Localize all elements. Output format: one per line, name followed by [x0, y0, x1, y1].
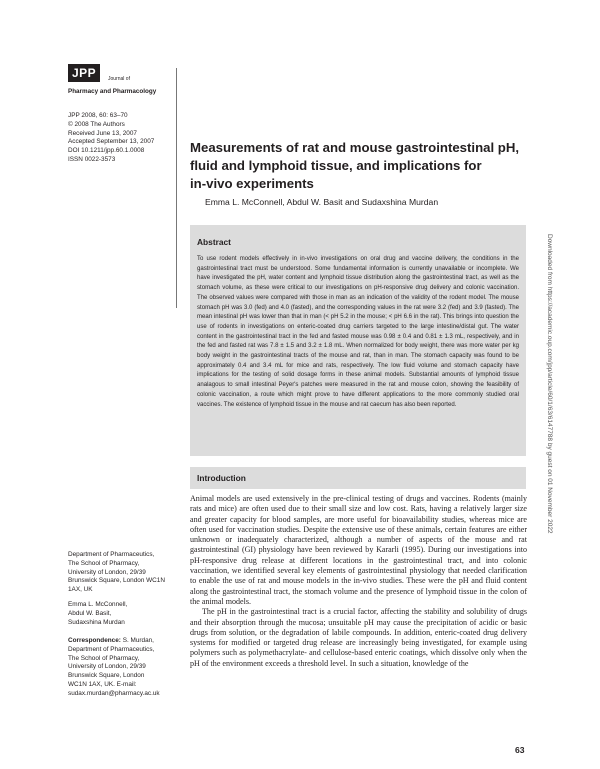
introduction-body [190, 494, 527, 669]
author-line: Emma L. McConnell, [68, 601, 128, 608]
introduction-heading: Introduction [197, 473, 246, 483]
title-line: in-vivo experiments [190, 176, 314, 191]
article-meta [68, 112, 154, 165]
download-note-text[interactable]: Downloaded from https://academic.oup.com/jpp/article/60/1/63/6147788 by guest on 01 November 2022 [546, 234, 553, 534]
journal-logo-line1: Journal of [108, 76, 130, 82]
introduction-section-header [190, 467, 526, 489]
author-list [68, 601, 127, 627]
abstract-text: To use rodent models effectively in in-vivo investigations on oral drug and vaccine delivery, the conditions in the gastrointestinal tract must be understood. Some fundamental information is currently unavailable or incomplete. We have investigated the pH, water content and lymphoid tissue distribution along the gastrointestinal tract, as well as the stomach volume, as these were critical to our investigations on pH-responsive drug delivery and colonic vaccination. The observed values were compared with those in man as an indication of the validity of the rodent model. The mouse stomach pH was 3.0 (fed) and 4.0 (fasted), and the corresponding values in the rat were 3.2 (fed) and 3.9 (fasted). The mean intestinal pH was lower than that in man (< pH 5.2 in the mouse; < pH 6.6 in the rat). This brings into question the use of rodents in investigations on enteric-coated drug carriers targeted to the large intestine/distal gut. The water content in the gastrointestinal tract in the fed and fasted mouse was 0.98 ± 0.4 and 0.81 ± 1.3 mL, respectively, and in the fed and fasted rat was 7.8 ± 1.5 and 3.2 ± 1.8 mL. When normalized for body weight, there was more water per kg body weight in the gastrointestinal tracts of the mouse and rat, than in man. The stomach capacity was found to be approximately 0.4 and 3.4 mL for mice and rats, respectively. The low fluid volume and stomach capacity have implications for the testing of solid dosage forms in these animal models. Substantial amounts of lymphoid tissue analagous to small intestinal Peyer's patches were measured in the rat and mouse colon, showing the feasibility of colonic vaccination, a route which might prove to have different applications to the more commonly studied oral vaccines. The existence of lymphoid tissue in the mouse and rat caecum has also been reported. [197, 256, 519, 408]
correspondence-line: University of London, 29/39 [68, 663, 146, 671]
meta-accepted: Accepted September 13, 2007 [68, 138, 155, 146]
affiliation-line: 1AX, UK [68, 586, 93, 594]
correspondence-line: Brunswick Square, London [68, 672, 145, 680]
affiliation-line: Brunswick Square, London WC1N [68, 577, 165, 585]
title-line: Measurements of rat and mouse gastrointestinal pH, [190, 140, 520, 155]
correspondence-label: Correspondence: [68, 637, 121, 644]
affiliation-line: University of London, 29/39 [68, 568, 146, 576]
abstract-section [190, 225, 526, 456]
title-line: fluid and lymphoid tissue, and implications for [190, 158, 482, 173]
correspondence [68, 637, 160, 699]
meta-received: Received June 13, 2007 [68, 129, 137, 137]
affiliation [68, 551, 165, 595]
article-authors: Emma L. McConnell, Abdul W. Basit and Sudaxshina Murdan [205, 197, 439, 207]
journal-logo-mark: JPP [68, 64, 100, 82]
download-note [543, 234, 553, 564]
paragraph: The pH in the gastrointestinal tract is a crucial factor, affecting the stability and solubility of drugs and their absorption through the mucosa; unsuitable pH may cause the precipitation of acidic or basic drugs from solution, or the degradation of labile compounds. In addition, enteric-coated drug delivery systems for modified or targeted drug release are increasingly being investigated, for example using polymers such as polymethacrylate- and cellulose-based enteric coatings, which dissolve only when the pH of the environment exceeds a threshold level. In such a situation, knowledge of the [190, 607, 527, 668]
article-title [190, 139, 530, 193]
correspondence-line: Department of Pharmaceutics, [68, 645, 155, 653]
page-number: 63 [515, 745, 525, 755]
meta-doi: DOI 10.1211/jpp.60.1.0008 [68, 147, 145, 155]
correspondence-email[interactable]: sudax.murdan@pharmacy.ac.uk [68, 689, 160, 697]
affiliation-line: The School of Pharmacy, [68, 559, 140, 567]
journal-logo [68, 64, 228, 100]
author-line: Abdul W. Basit, [68, 609, 112, 617]
abstract-heading: Abstract [197, 237, 231, 247]
meta-copyright: © 2008 The Authors [68, 120, 125, 128]
correspondence-line: WC1N 1AX, UK. E-mail: [68, 680, 137, 688]
meta-citation: JPP 2008, 60: 63–70 [68, 112, 128, 119]
meta-issn: ISSN 0022-3573 [68, 155, 116, 163]
correspondence-line: S. Murdan, [122, 637, 154, 644]
paragraph: Animal models are used extensively in the pre-clinical testing of drugs and vaccines. Rodents (mainly rats and mice) are often used due to their small size and low cost. Rats, having a relatively larger size and greater capacity for blood samples, are more useful for bioavailability studies, whereas mice are often used for vaccination studies. Despite the extensive use of these animals, certain features are either unknown or inadequately characterized, although a number of aspects of the mouse and rat gastrointestinal (GI) physiology have been reviewed by Kararli (1995). During our investigations into pH-responsive drug release at different locations in the gastrointestinal tract, and into colonic vaccination, we identified several key elements of gastrointestinal physiology that needed clarification to enable the use of rat and mouse models in the in-vivo studies. These were the pH and fluid content along the gastrointestinal tract, the stomach volume and the presence of lymphoid tissue in the colon of the animal models. [190, 494, 527, 606]
author-line: Sudaxshina Murdan [68, 618, 125, 626]
journal-logo-name: Pharmacy and Pharmacology [68, 88, 157, 95]
affiliation-line: Department of Pharmaceutics, [68, 551, 155, 558]
correspondence-line: The School of Pharmacy, [68, 654, 140, 662]
column-divider [176, 68, 177, 308]
